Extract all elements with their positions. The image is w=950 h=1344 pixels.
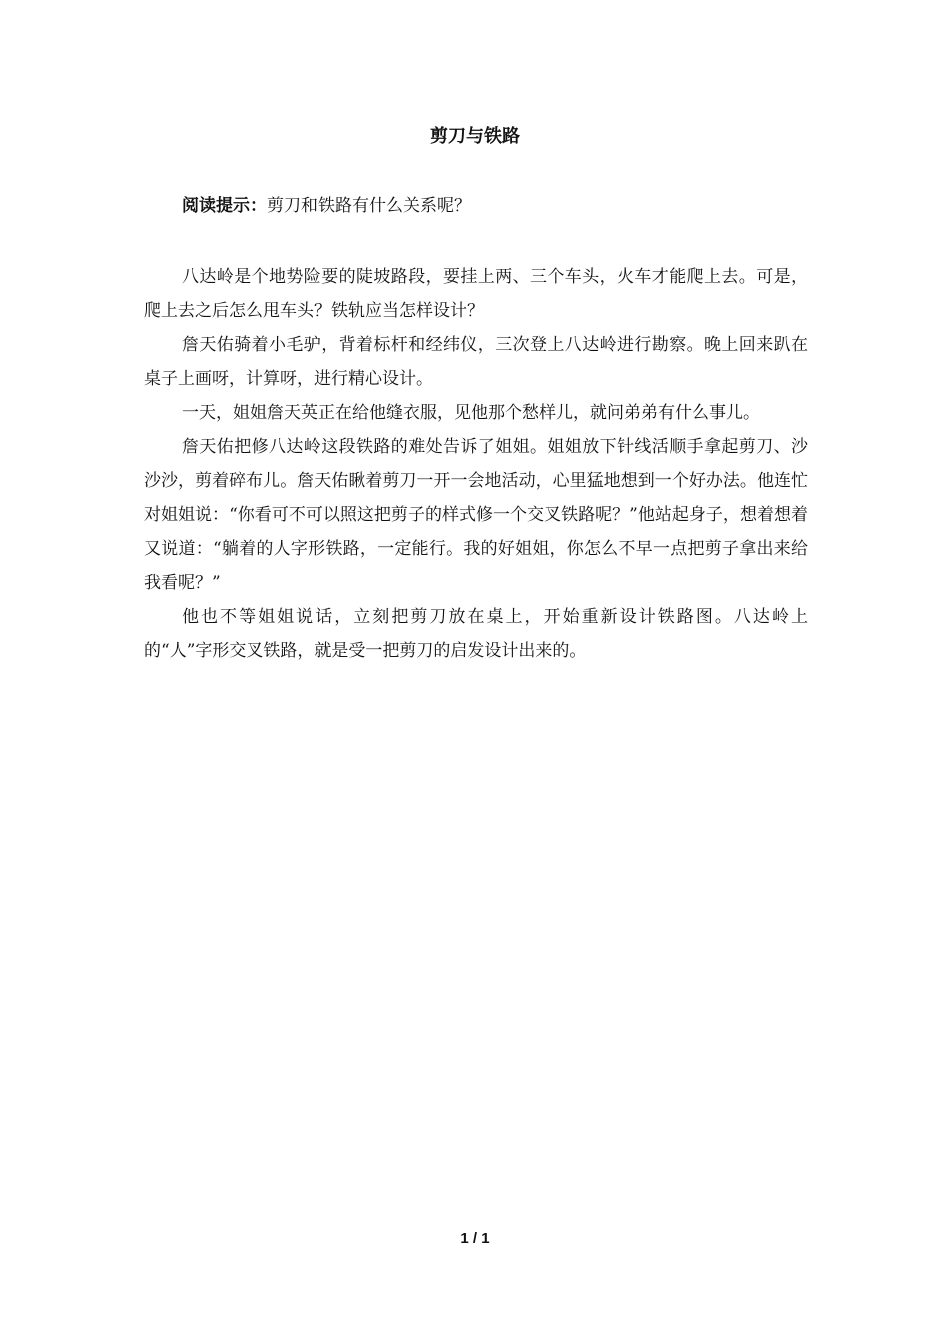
paragraph: 他也不等姐姐说话，立刻把剪刀放在桌上，开始重新设计铁路图。八达岭上的“人”字形交叉铁路，就是受一把剪刀的启发设计出来的。 [144, 607, 808, 661]
page-number: 1 / 1 [460, 1230, 490, 1247]
paragraph: 八达岭是个地势险要的陡坡路段，要挂上两、三个车头，火车才能爬上去。可是，爬上去之后怎么甩车头？铁轨应当怎样设计？ [144, 267, 808, 321]
paragraph: 詹天佑骑着小毛驴，背着标杆和经纬仪，三次登上八达岭进行勘察。晚上回来趴在桌子上画呀，计算呀，进行精心设计。 [144, 335, 808, 389]
reading-hint-label: 阅读提示： [182, 196, 267, 216]
document-title: 剪刀与铁路 [430, 126, 520, 147]
reading-hint-text: 剪刀和铁路有什么关系呢？ [267, 196, 471, 216]
paragraph: 一天，姐姐詹天英正在给他缝衣服，见他那个愁样儿，就问弟弟有什么事儿。 [182, 403, 760, 423]
paragraph: 詹天佑把修八达岭这段铁路的难处告诉了姐姐。姐姐放下针线活顺手拿起剪刀、沙沙沙，剪着碎布儿。詹天佑瞅着剪刀一开一会地活动，心里猛地想到一个好办法。他连忙对姐姐说：“你看可不可以照这把剪子的样式修一个交叉铁路呢？”他站起身子，想着想着又说道：“躺着的人字形铁路，一定能行。我的好姐姐，你怎么不早一点把剪子拿出来给我看呢？” [144, 437, 808, 593]
reading-hint [182, 193, 822, 219]
article-body [144, 260, 808, 668]
